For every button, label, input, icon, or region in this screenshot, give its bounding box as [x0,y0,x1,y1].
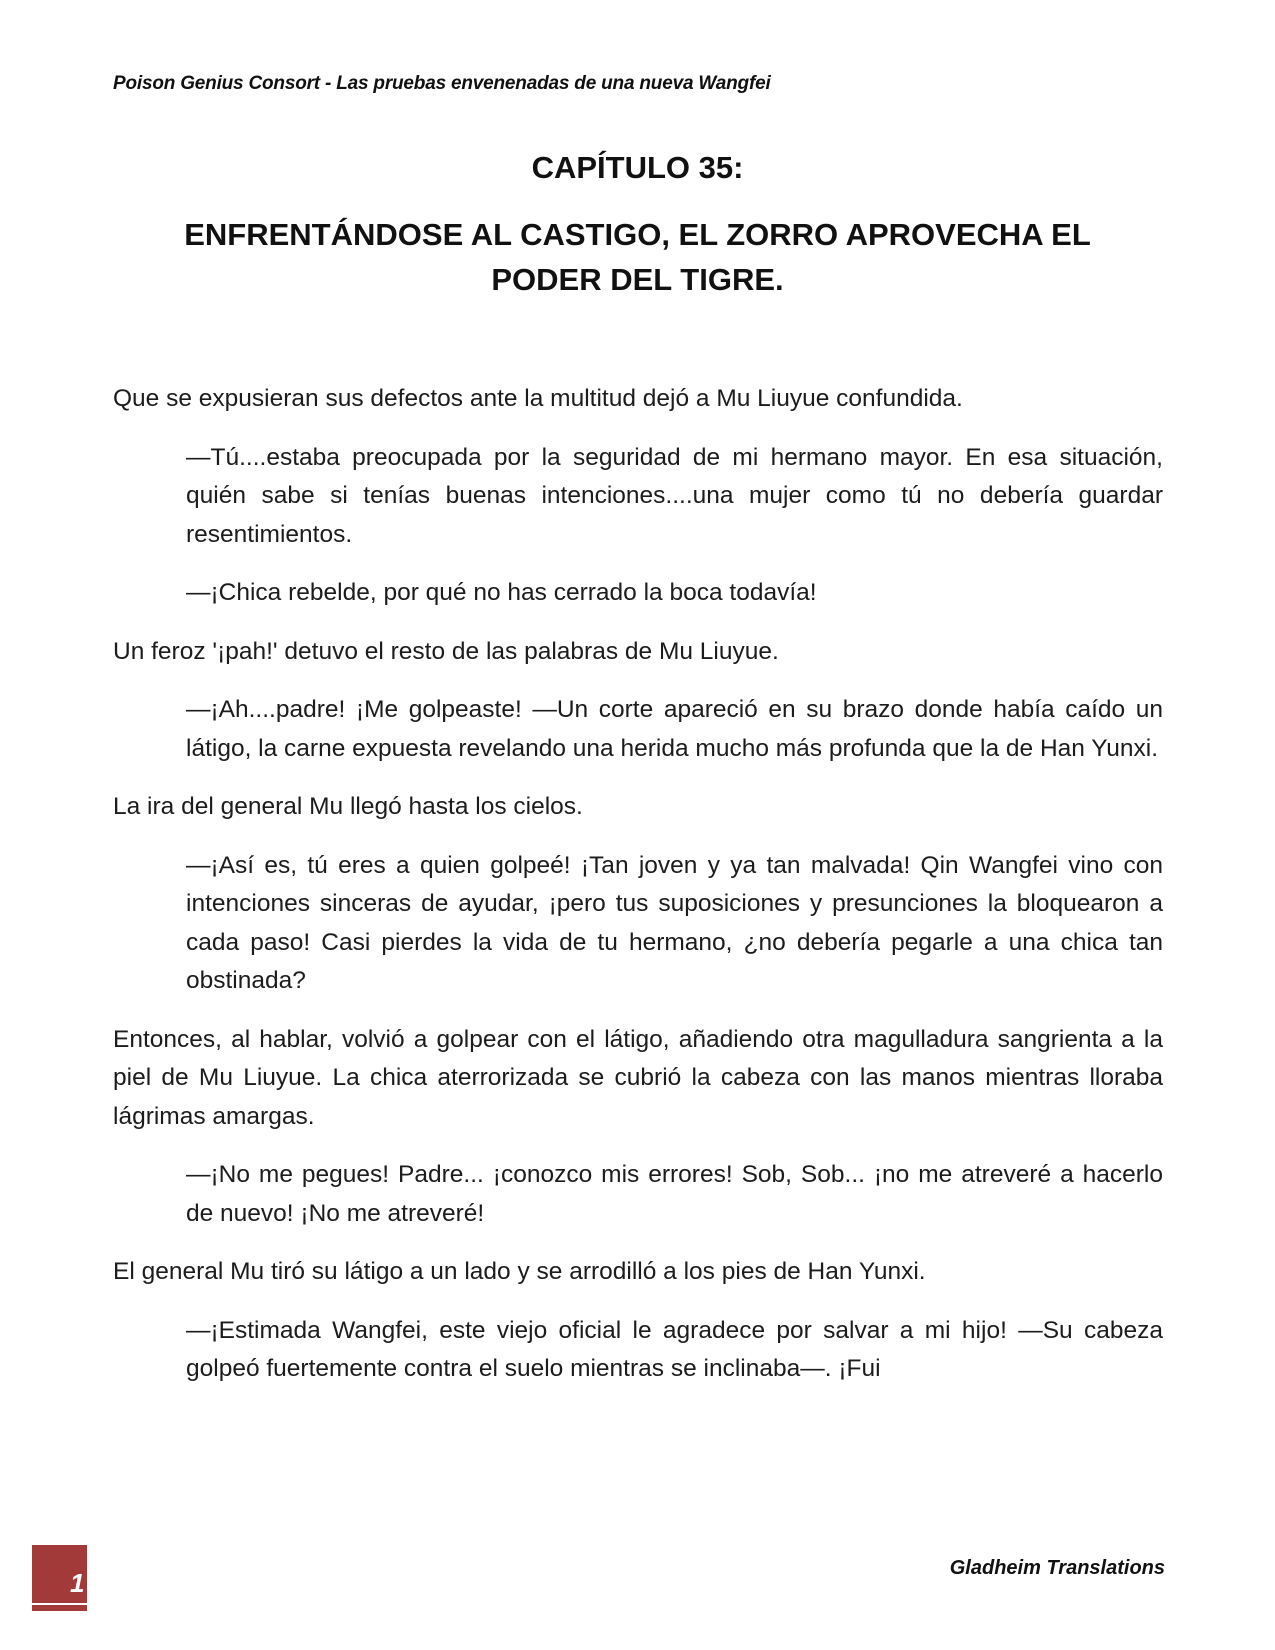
paragraph: Un feroz '¡pah!' detuvo el resto de las palabras de Mu Liuyue. [113,637,779,665]
paragraph: Entonces, al hablar, volvió a golpear con el látigo, añadiendo otra magulladura sangrienta a la piel de Mu Liuyue. La chica aterrorizada se cubrió la cabeza con las manos mientras lloraba lágrimas amargas. [113,1025,1163,1130]
running-header: Poison Genius Consort - Las pruebas envenenadas de una nueva Wangfei [113,73,771,94]
body-text [113,380,1163,1409]
page-number: 1 [70,1568,85,1598]
dialogue-paragraph: —¡No me pegues! Padre... ¡conozco mis errores! Sob, Sob... ¡no me atreveré a hacerlo de nuevo! ¡No me atreveré! [186,1161,1163,1227]
dialogue-paragraph: —¡Estimada Wangfei, este viejo oficial le agradece por salvar a mi hijo! —Su cabeza golpeó fuertemente contra el suelo mientras se inclinaba—. ¡Fui [186,1316,1163,1382]
paragraph: La ira del general Mu llegó hasta los cielos. [113,793,583,820]
dialogue-paragraph: —¡Chica rebelde, por qué no has cerrado la boca todavía! [186,579,817,606]
dialogue-paragraph: —¡Así es, tú eres a quien golpeé! ¡Tan joven y ya tan malvada! Qin Wangfei vino con intenciones sinceras de ayudar, ¡pero tus suposiciones y presunciones la bloquearon a cada paso! Casi pierdes la vida de tu hermano, ¿no debería pegarle a una chica tan obstinada? [186,851,1163,994]
footer-credit: Gladheim Translations [949,1557,1165,1579]
dialogue-paragraph: —Tú....estaba preocupada por la seguridad de mi hermano mayor. En esa situación, quién sabe si tenías buenas intenciones....una mujer como tú no debería guardar resentimientos. [186,443,1163,548]
paragraph: El general Mu tiró su látigo a un lado y se arrodilló a los pies de Han Yunxi. [113,1258,926,1285]
page-number-rule [32,1603,87,1605]
chapter-number: CAPÍTULO 35: [531,150,744,185]
dialogue-paragraph: —¡Ah....padre! ¡Me golpeaste! —Un corte apareció en su brazo donde había caído un látigo, la carne expuesta revelando una herida mucho más profunda que la de Han Yunxi. [186,696,1163,762]
paragraph: Que se expusieran sus defectos ante la multitud dejó a Mu Liuyue confundida. [113,385,963,412]
chapter-title: ENFRENTÁNDOSE AL CASTIGO, EL ZORRO APROVECHA EL PODER DEL TIGRE. [184,217,1091,297]
